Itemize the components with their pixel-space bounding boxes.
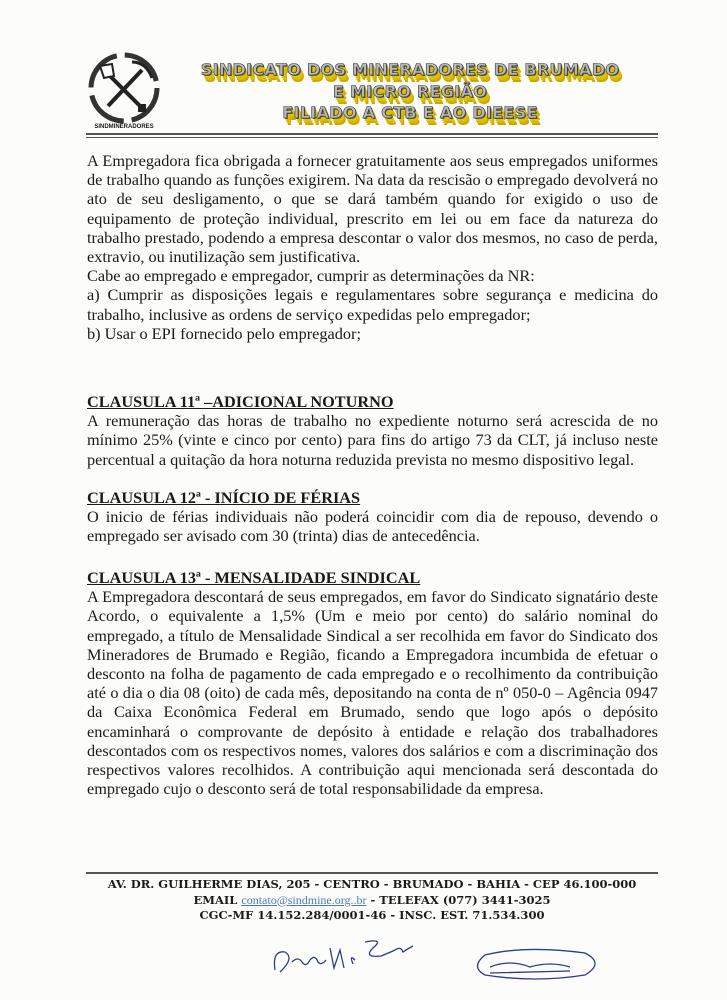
clause-title: CLAUSULA 11ª –ADICIONAL NOTURNO — [87, 392, 394, 411]
clause-title: CLAUSULA 12ª - INÍCIO DE FÉRIAS — [87, 488, 361, 507]
nr-item-a: a) Cumprir as disposições legais e regulamentares sobre segurança e medicina do trabalho, inclusive as ordens de serviço expedidas pelo empregador; — [87, 285, 658, 324]
signature-2 — [465, 945, 605, 985]
header-line-2: E MICRO REGIÃO — [332, 82, 488, 101]
clause-12 — [87, 488, 658, 546]
header-divider-thin — [86, 137, 658, 138]
footer — [86, 877, 658, 924]
footer-address: AV. DR. GUILHERME DIAS, 205 - CENTRO - BRUMADO - BAHIA - CEP 46.100-000 — [107, 877, 637, 891]
logo-label: SINDMINERADORES — [94, 124, 154, 130]
header-divider — [86, 133, 658, 135]
pickaxe-shovel-logo-icon — [88, 52, 160, 124]
clause-text: A Empregadora descontará de seus empregados, em favor do Sindicato signatário deste Acordo, o equivalente a 1,5% (Um e meio por cento) do salário nominal do empregado, a título de Mensalidade Sindical a ser recolhida em favor do Sindicato dos Mineradores de Brumado e Região, ficando a Empregadora incumbida de efetuar o desconto na folha de pagamento de cada empregado e o recolhimento da contribuição até o dia o dia 08 (oito) de cada mês, depositando na conta de nº 050-0 – Agência 0947 da Caixa Econômica Federal em Brumado, sendo que logo após o depósito encaminhará o comprovante de depósito à entidade e relação dos trabalhadores descontados com os respectivos nomes, valores dos salários e com a discriminação dos respectivos valores recolhidos. A contribuição aqui mencionada será descontada do empregado cujo o desconto será de total responsabilidade da empresa. — [87, 587, 658, 799]
signature-1 — [270, 930, 430, 980]
clause-text: O inicio de férias individuais não poderá coincidir com dia de repouso, devendo o empregado ser avisado com 30 (trinta) dias de antecedência. — [87, 507, 658, 546]
footer-registry: CGC-MF 14.152.284/0001-46 - INSC. EST. 71.534.300 — [199, 908, 545, 922]
clause-title: CLAUSULA 13ª - MENSALIDADE SINDICAL — [87, 568, 421, 587]
intro-section — [87, 151, 658, 343]
intro-paragraph: A Empregadora fica obrigada a fornecer gratuitamente aos seus empregados uniformes de trabalho quando as funções exigirem. Na data da rescisão o empregado devolverá no ato de seu desligamento, o que se dará também quando for exigido o uso de equipamento de proteção individual, prescrito em lei ou em face da natureza do trabalho prestado, podendo a empresa descontar o valor dos mesmos, no caso de perda, extravio, ou inutilização sem justificativa. — [87, 151, 658, 267]
footer-divider — [86, 872, 658, 874]
clause-11 — [87, 392, 658, 469]
email-link[interactable]: contato@sindmine.org..br — [241, 892, 367, 907]
clause-13 — [87, 568, 658, 798]
header-line-1: SINDICATO DOS MINERADORES DE BRUMADO — [200, 60, 620, 79]
clause-text: A remuneração das horas de trabalho no expediente noturno será acrescida de no mínimo 25% (vinte e cinco por cento) para fins do artigo 73 da CLT, já incluso neste percentual a quitação da hora noturna reduzida prevista no mesmo dispositivo legal. — [87, 411, 658, 469]
nr-item-b: b) Usar o EPI fornecido pelo empregador; — [87, 323, 361, 343]
header-line-3: FILIADO A CTB E AO DIEESE — [282, 103, 538, 122]
nr-intro: Cabe ao empregado e empregador, cumprir as determinações da NR: — [87, 266, 535, 286]
footer-contact: EMAIL contato@sindmine.org..br - TELEFAX (077) 3441-3025 — [193, 892, 551, 907]
